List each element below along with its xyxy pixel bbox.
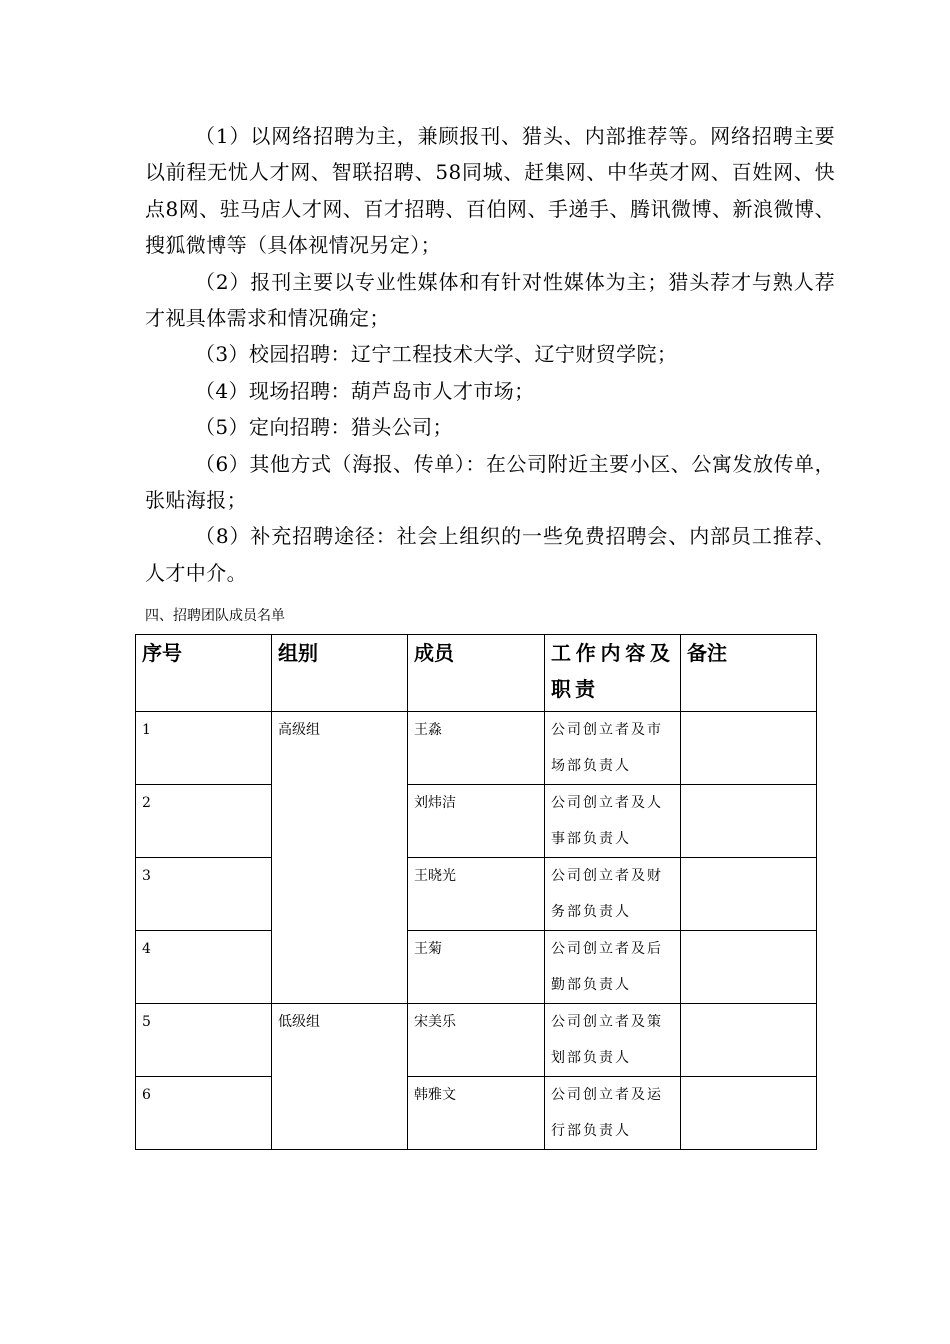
cell-notes xyxy=(681,785,817,858)
cell-group-junior: 低级组 xyxy=(272,1004,408,1150)
table-row xyxy=(136,1077,817,1150)
cell-notes xyxy=(681,1004,817,1077)
header-index: 序号 xyxy=(136,635,272,712)
paragraph-supplementary-channels: （8）补充招聘途径：社会上组织的一些免费招聘会、内部员工推荐、人才中介。 xyxy=(145,524,835,585)
table-header-row xyxy=(136,635,817,712)
cell-duties: 公司创立者及后勤部负责人 xyxy=(545,931,681,1004)
cell-notes xyxy=(681,858,817,931)
cell-index: 5 xyxy=(136,1004,272,1077)
cell-notes xyxy=(681,712,817,785)
cell-member: 宋美乐 xyxy=(408,1004,545,1077)
paragraph-newspaper-headhunter: （2）报刊主要以专业性媒体和有针对性媒体为主；猎头荐才与熟人荐才视具体需求和情况确定； xyxy=(145,269,835,331)
cell-member: 韩雅文 xyxy=(408,1077,545,1150)
recruitment-team-table xyxy=(135,634,817,1150)
header-notes: 备注 xyxy=(681,635,817,712)
header-group: 组别 xyxy=(272,635,408,712)
cell-member: 王菊 xyxy=(408,931,545,1004)
table-row xyxy=(136,858,817,931)
table-row xyxy=(136,785,817,858)
cell-duties: 公司创立者及市场部负责人 xyxy=(545,712,681,785)
cell-index: 2 xyxy=(136,785,272,858)
header-duties-label: 工作内容及职责 xyxy=(551,641,674,701)
table-row xyxy=(136,712,817,785)
cell-index: 4 xyxy=(136,931,272,1004)
cell-duties: 公司创立者及策划部负责人 xyxy=(545,1004,681,1077)
cell-notes xyxy=(681,931,817,1004)
cell-notes xyxy=(681,1077,817,1150)
cell-member: 王晓光 xyxy=(408,858,545,931)
header-member: 成员 xyxy=(408,635,545,712)
cell-duties: 公司创立者及财务部负责人 xyxy=(545,858,681,931)
section-heading: 四、招聘团队成员名单 xyxy=(145,608,285,624)
paragraph-other-methods: （6）其他方式（海报、传单）：在公司附近主要小区、公寓发放传单，张贴海报； xyxy=(145,451,835,513)
cell-member: 刘炜洁 xyxy=(408,785,545,858)
paragraph-targeted-recruitment: （5）定向招聘：猎头公司； xyxy=(195,415,453,440)
cell-index: 1 xyxy=(136,712,272,785)
cell-group-senior: 高级组 xyxy=(272,712,408,1004)
cell-duties: 公司创立者及运行部负责人 xyxy=(545,1077,681,1150)
header-duties xyxy=(545,635,681,712)
table-row xyxy=(136,931,817,1004)
cell-index: 3 xyxy=(136,858,272,931)
cell-member: 王淼 xyxy=(408,712,545,785)
table-row xyxy=(136,1004,817,1077)
paragraph-online-recruitment: （1）以网络招聘为主，兼顾报刊、猎头、内部推荐等。网络招聘主要以前程无忧人才网、智联招聘、58同城、赶集网、中华英才网、百姓网、快点8网、驻马店人才网、百才招聘、百伯网、手递手、腾讯微博、新浪微博、搜狐微博等（具体视情况另定）； xyxy=(145,124,835,258)
paragraph-onsite-recruitment: （4）现场招聘：葫芦岛市人才市场； xyxy=(195,378,535,403)
paragraph-campus-recruitment: （3）校园招聘：辽宁工程技术大学、辽宁财贸学院； xyxy=(195,342,678,367)
cell-duties: 公司创立者及人事部负责人 xyxy=(545,785,681,858)
cell-index: 6 xyxy=(136,1077,272,1150)
recruitment-channels-text xyxy=(145,118,835,591)
